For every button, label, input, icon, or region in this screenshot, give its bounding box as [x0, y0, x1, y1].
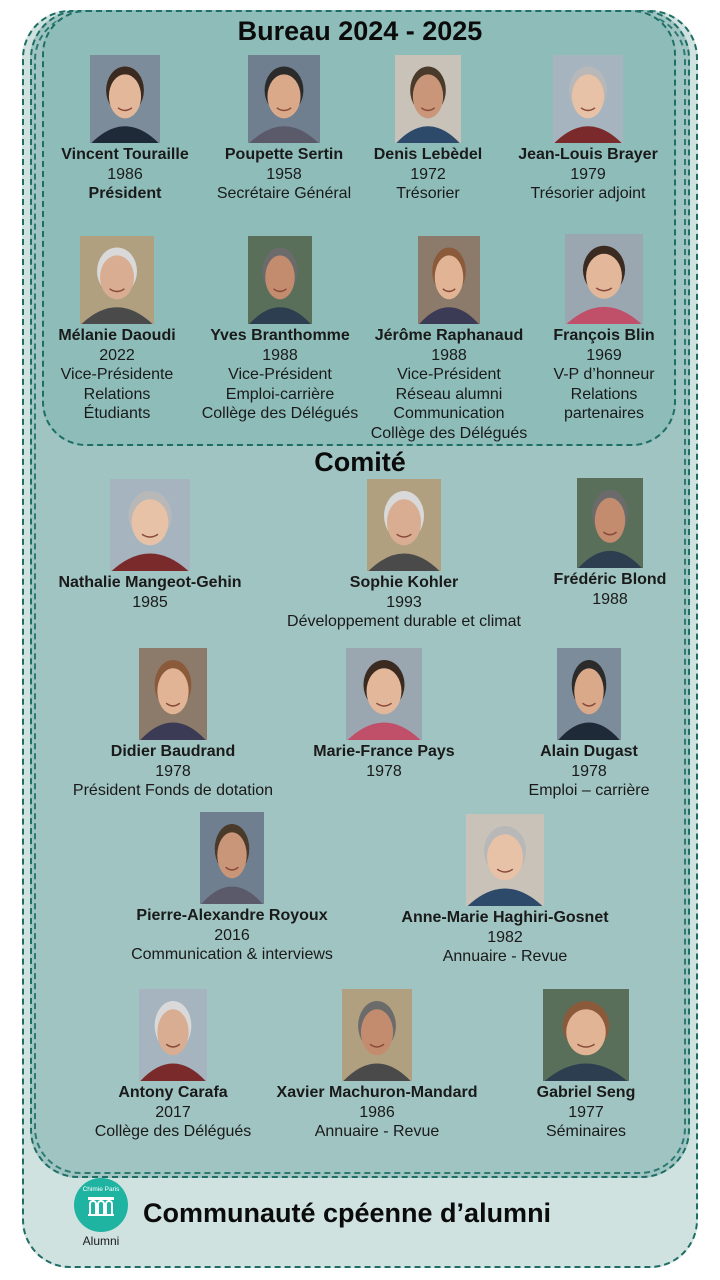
- member-role: Vice-Président: [397, 366, 501, 383]
- portrait-photo: [139, 989, 207, 1081]
- member-role: Réseau alumni: [395, 385, 503, 403]
- member-role: Communication & interviews: [131, 946, 333, 963]
- member-name: Poupette Sertin: [224, 146, 344, 163]
- member-role: Annuaire - Revue: [442, 948, 568, 965]
- member-name: Anne-Marie Haghiri-Gosnet: [401, 909, 609, 926]
- member-name: Jérôme Raphanaud: [374, 327, 524, 344]
- member-role: Séminaires: [545, 1123, 627, 1140]
- member-card-pierre-alexandre-royoux: [102, 812, 362, 965]
- member-role: Collège des Délégués: [201, 405, 359, 422]
- member-name: Vincent Touraille: [61, 146, 189, 163]
- portrait-photo: [139, 648, 207, 740]
- member-name: Xavier Machuron-Mandard: [276, 1084, 478, 1101]
- member-role: Président: [88, 185, 162, 202]
- member-year: 1988: [592, 590, 628, 608]
- member-role: Emploi – carrière: [528, 782, 650, 799]
- portrait-photo: [80, 236, 154, 324]
- member-name: Nathalie Mangeot-Gehin: [58, 574, 242, 591]
- member-name: Sophie Kohler: [349, 574, 459, 591]
- logo-circle: [74, 1178, 128, 1232]
- member-role: Relations: [83, 385, 151, 403]
- portrait-photo: [395, 55, 461, 143]
- portrait-photo: [577, 478, 643, 568]
- member-role: Étudiants: [83, 405, 151, 422]
- member-year: 2017: [155, 1103, 191, 1121]
- member-card-frederic-blond: [480, 478, 720, 609]
- member-role: Collège des Délégués: [94, 1123, 252, 1140]
- member-year: 1988: [431, 346, 467, 364]
- member-role: Annuaire - Revue: [314, 1123, 440, 1140]
- member-year: 1972: [410, 165, 446, 183]
- member-card-jean-louis-brayer: [458, 55, 718, 204]
- member-role: Collège des Délégués: [370, 424, 528, 442]
- logo-caption: Alumni: [82, 1234, 120, 1248]
- building-icon: [74, 1178, 128, 1232]
- portrait-photo: [346, 648, 422, 740]
- member-year: 1985: [132, 593, 168, 611]
- comite-title: Comité: [314, 447, 406, 477]
- member-year: 2022: [99, 346, 135, 364]
- member-year: 1986: [107, 165, 143, 183]
- portrait-photo: [565, 234, 643, 324]
- member-role: Président Fonds de dotation: [72, 782, 274, 799]
- member-card-gabriel-seng: [456, 989, 716, 1142]
- logo-text: Chimie Paris: [82, 1186, 120, 1193]
- member-year: 1982: [487, 928, 523, 946]
- member-card-francois-blin: [474, 234, 720, 424]
- member-name: Alain Dugast: [540, 743, 638, 760]
- member-year: 1988: [262, 346, 298, 364]
- member-card-anne-marie-haghiri-gosnet: [375, 814, 635, 967]
- member-card-alain-dugast: [459, 648, 719, 801]
- member-role: partenaires: [563, 405, 645, 422]
- portrait-photo: [553, 55, 623, 143]
- portrait-photo: [200, 812, 264, 904]
- member-year: 1993: [386, 593, 422, 611]
- member-role: Vice-Président: [228, 366, 332, 383]
- member-name: Pierre-Alexandre Royoux: [136, 907, 328, 924]
- bureau-title: Bureau 2024 - 2025: [237, 16, 483, 46]
- member-year: 1979: [570, 165, 606, 183]
- member-name: François Blin: [553, 327, 655, 344]
- member-year: 1969: [586, 346, 622, 364]
- member-year: 1977: [568, 1103, 604, 1121]
- portrait-photo: [248, 236, 312, 324]
- member-year: 1978: [571, 762, 607, 780]
- member-name: Didier Baudrand: [110, 743, 236, 760]
- member-role: Emploi-carrière: [225, 385, 335, 403]
- member-year: 1986: [359, 1103, 395, 1121]
- member-year: 1978: [155, 762, 191, 780]
- member-name: Marie-France Pays: [313, 743, 455, 760]
- portrait-photo: [110, 479, 190, 571]
- member-name: Mélanie Daoudi: [58, 327, 176, 344]
- portrait-photo: [90, 55, 160, 143]
- chimie-paris-logo: [72, 1178, 130, 1248]
- member-role: Relations: [570, 385, 638, 403]
- member-name: Gabriel Seng: [536, 1084, 636, 1101]
- member-role: Trésorier: [396, 185, 460, 202]
- member-year: 1978: [366, 762, 402, 780]
- portrait-photo: [466, 814, 544, 906]
- member-role: Vice-Présidente: [60, 366, 174, 383]
- member-role: Trésorier adjoint: [530, 185, 646, 202]
- portrait-photo: [557, 648, 621, 740]
- member-role: Communication: [393, 405, 505, 422]
- member-card-nathalie-mangeot-gehin: [20, 479, 280, 612]
- member-role: V-P d’honneur: [553, 366, 655, 383]
- portrait-photo: [543, 989, 629, 1081]
- member-role: Secrétaire Général: [216, 185, 352, 202]
- member-name: Jean-Louis Brayer: [518, 146, 658, 163]
- member-name: Antony Carafa: [118, 1084, 228, 1101]
- member-name: Yves Branthomme: [210, 327, 350, 344]
- portrait-photo: [418, 236, 480, 324]
- member-role: Développement durable et climat: [287, 613, 521, 630]
- member-year: 2016: [214, 926, 250, 944]
- portrait-photo: [342, 989, 412, 1081]
- portrait-photo: [367, 479, 441, 571]
- community-tagline: Communauté cpéenne d’alumni: [143, 1198, 552, 1228]
- member-name: Frédéric Blond: [553, 571, 667, 588]
- member-name: Denis Lebèdel: [373, 146, 483, 163]
- member-year: 1958: [266, 165, 302, 183]
